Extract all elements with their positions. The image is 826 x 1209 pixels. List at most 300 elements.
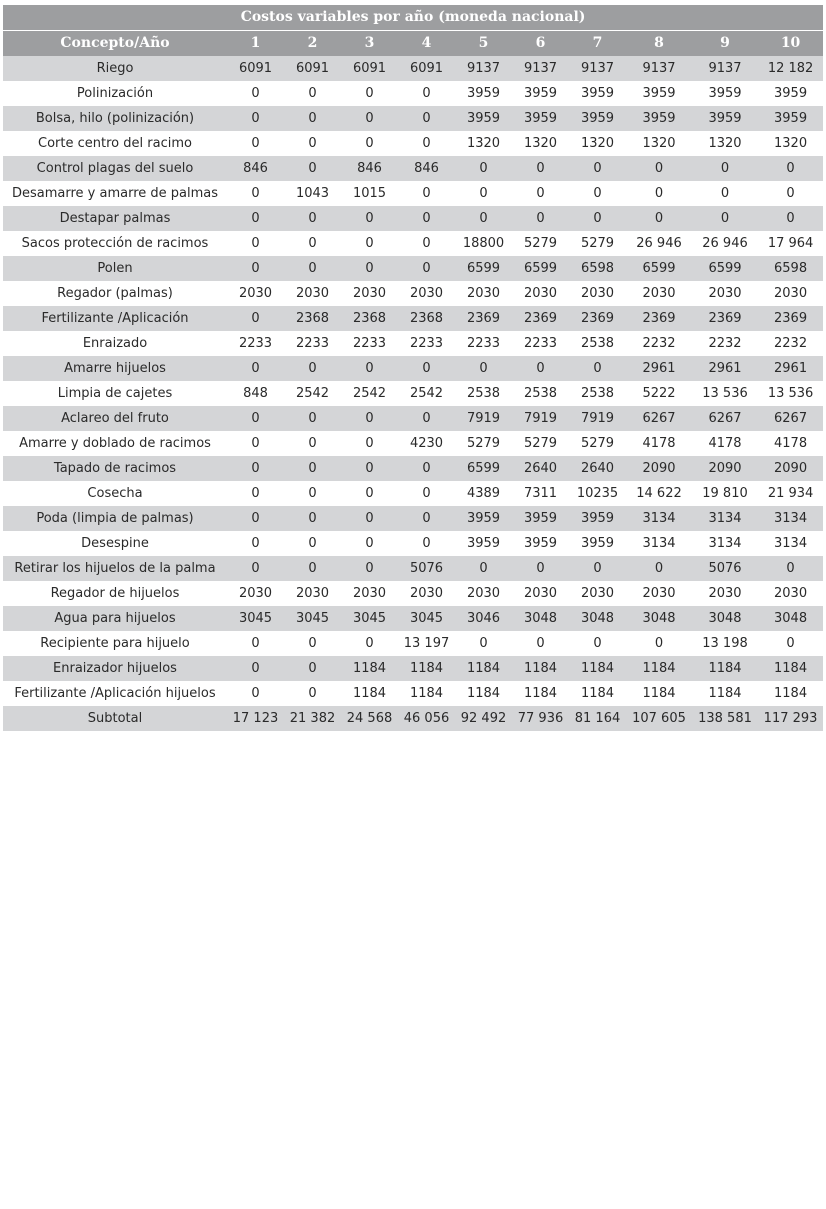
row-concept: Polinización: [3, 81, 227, 106]
cell-year-10: 2232: [758, 331, 823, 356]
cell-year-6: 5279: [512, 231, 569, 256]
cell-year-4: 0: [398, 106, 455, 131]
cell-year-8: 3134: [626, 531, 692, 556]
cell-year-8: 2961: [626, 356, 692, 381]
table-row: [3, 681, 823, 706]
cell-year-7: 0: [569, 181, 626, 206]
cell-year-9: 26 946: [692, 231, 758, 256]
cell-year-2: 6091: [284, 56, 341, 81]
cell-year-1: 0: [227, 431, 284, 456]
cell-year-6: 3959: [512, 531, 569, 556]
cell-year-7: 1184: [569, 681, 626, 706]
cell-year-2: 0: [284, 656, 341, 681]
subtotal-row: [3, 706, 823, 731]
row-concept: Subtotal: [3, 706, 227, 731]
cell-year-1: 17 123: [227, 706, 284, 731]
cell-year-3: 2233: [341, 331, 398, 356]
cell-year-1: 846: [227, 156, 284, 181]
cell-year-1: 0: [227, 356, 284, 381]
cell-year-2: 0: [284, 631, 341, 656]
cell-year-8: 0: [626, 206, 692, 231]
cell-year-1: 0: [227, 681, 284, 706]
cell-year-7: 3959: [569, 531, 626, 556]
row-concept: Amarre hijuelos: [3, 356, 227, 381]
cell-year-8: 1320: [626, 131, 692, 156]
row-concept: Polen: [3, 256, 227, 281]
row-concept: Bolsa, hilo (polinización): [3, 106, 227, 131]
table-row: [3, 231, 823, 256]
cell-year-3: 0: [341, 256, 398, 281]
cell-year-4: 0: [398, 81, 455, 106]
cell-year-10: 6598: [758, 256, 823, 281]
cell-year-9: 3959: [692, 106, 758, 131]
table-row: [3, 506, 823, 531]
cell-year-2: 0: [284, 131, 341, 156]
cell-year-5: 7919: [455, 406, 512, 431]
cell-year-10: 2369: [758, 306, 823, 331]
cell-year-5: 6599: [455, 456, 512, 481]
row-concept: Sacos protección de racimos: [3, 231, 227, 256]
cell-year-7: 9137: [569, 56, 626, 81]
cell-year-8: 3959: [626, 81, 692, 106]
table-body: [3, 56, 823, 731]
cell-year-10: 3959: [758, 81, 823, 106]
cell-year-3: 2030: [341, 281, 398, 306]
cell-year-9: 0: [692, 206, 758, 231]
cell-year-5: 0: [455, 181, 512, 206]
cell-year-1: 848: [227, 381, 284, 406]
cell-year-4: 0: [398, 231, 455, 256]
cell-year-8: 14 622: [626, 481, 692, 506]
cell-year-6: 1320: [512, 131, 569, 156]
cell-year-2: 0: [284, 431, 341, 456]
table-row: [3, 81, 823, 106]
cell-year-6: 0: [512, 206, 569, 231]
cell-year-5: 1184: [455, 656, 512, 681]
table-row: [3, 406, 823, 431]
cell-year-4: 2542: [398, 381, 455, 406]
cell-year-5: 0: [455, 206, 512, 231]
cell-year-2: 0: [284, 481, 341, 506]
cell-year-3: 0: [341, 506, 398, 531]
cell-year-10: 0: [758, 181, 823, 206]
cell-year-1: 3045: [227, 606, 284, 631]
cell-year-6: 2030: [512, 281, 569, 306]
cell-year-4: 2368: [398, 306, 455, 331]
cell-year-8: 0: [626, 556, 692, 581]
cell-year-3: 2030: [341, 581, 398, 606]
cell-year-5: 6599: [455, 256, 512, 281]
row-concept: Corte centro del racimo: [3, 131, 227, 156]
cell-year-5: 3959: [455, 106, 512, 131]
cell-year-2: 0: [284, 406, 341, 431]
table-row: [3, 156, 823, 181]
cell-year-9: 2369: [692, 306, 758, 331]
row-concept: Regador de hijuelos: [3, 581, 227, 606]
cell-year-9: 2090: [692, 456, 758, 481]
cell-year-1: 0: [227, 306, 284, 331]
page: [3, 5, 823, 731]
cell-year-4: 1184: [398, 681, 455, 706]
cell-year-10: 1184: [758, 681, 823, 706]
cell-year-7: 2030: [569, 581, 626, 606]
cell-year-1: 0: [227, 531, 284, 556]
cell-year-2: 0: [284, 156, 341, 181]
table-row: [3, 131, 823, 156]
cell-year-2: 2542: [284, 381, 341, 406]
cell-year-2: 0: [284, 456, 341, 481]
cell-year-4: 3045: [398, 606, 455, 631]
table-row: [3, 106, 823, 131]
cell-year-10: 1184: [758, 656, 823, 681]
row-concept: Fertilizante /Aplicación: [3, 306, 227, 331]
cell-year-3: 0: [341, 481, 398, 506]
cell-year-10: 17 964: [758, 231, 823, 256]
cell-year-3: 24 568: [341, 706, 398, 731]
row-concept: Amarre y doblado de racimos: [3, 431, 227, 456]
cell-year-1: 2233: [227, 331, 284, 356]
cell-year-2: 0: [284, 81, 341, 106]
cell-year-4: 13 197: [398, 631, 455, 656]
cell-year-2: 0: [284, 556, 341, 581]
cell-year-2: 0: [284, 506, 341, 531]
cell-year-7: 3048: [569, 606, 626, 631]
table-title: Costos variables por año (moneda nacional): [3, 5, 823, 31]
cell-year-6: 3959: [512, 81, 569, 106]
cell-year-9: 2961: [692, 356, 758, 381]
row-concept: Desamarre y amarre de palmas: [3, 181, 227, 206]
cell-year-4: 1184: [398, 656, 455, 681]
cell-year-9: 6267: [692, 406, 758, 431]
cell-year-1: 0: [227, 456, 284, 481]
cell-year-7: 0: [569, 631, 626, 656]
cell-year-1: 0: [227, 181, 284, 206]
cell-year-5: 92 492: [455, 706, 512, 731]
cell-year-1: 0: [227, 556, 284, 581]
table-row: [3, 531, 823, 556]
row-concept: Riego: [3, 56, 227, 81]
cell-year-2: 1043: [284, 181, 341, 206]
cell-year-10: 0: [758, 556, 823, 581]
table-row: [3, 631, 823, 656]
cell-year-4: 0: [398, 531, 455, 556]
cell-year-7: 3959: [569, 106, 626, 131]
cell-year-6: 2030: [512, 581, 569, 606]
column-header-year-1: 1: [227, 31, 284, 57]
cell-year-1: 0: [227, 231, 284, 256]
cell-year-4: 0: [398, 406, 455, 431]
cell-year-4: 0: [398, 256, 455, 281]
cell-year-7: 2640: [569, 456, 626, 481]
table-row: [3, 306, 823, 331]
cell-year-7: 1184: [569, 656, 626, 681]
cell-year-9: 13 536: [692, 381, 758, 406]
cell-year-9: 3048: [692, 606, 758, 631]
cell-year-10: 2961: [758, 356, 823, 381]
cell-year-2: 0: [284, 256, 341, 281]
cell-year-10: 6267: [758, 406, 823, 431]
cell-year-7: 6598: [569, 256, 626, 281]
cell-year-4: 46 056: [398, 706, 455, 731]
table-row: [3, 181, 823, 206]
cell-year-8: 6267: [626, 406, 692, 431]
cell-year-7: 10235: [569, 481, 626, 506]
cell-year-10: 1320: [758, 131, 823, 156]
cell-year-5: 1320: [455, 131, 512, 156]
cell-year-4: 846: [398, 156, 455, 181]
cell-year-7: 0: [569, 156, 626, 181]
cell-year-5: 3046: [455, 606, 512, 631]
cell-year-7: 7919: [569, 406, 626, 431]
cell-year-10: 2030: [758, 281, 823, 306]
cell-year-4: 0: [398, 506, 455, 531]
cell-year-4: 2030: [398, 581, 455, 606]
cell-year-3: 1184: [341, 656, 398, 681]
row-concept: Retirar los hijuelos de la palma: [3, 556, 227, 581]
cell-year-4: 0: [398, 456, 455, 481]
cell-year-6: 1184: [512, 681, 569, 706]
cell-year-5: 3959: [455, 81, 512, 106]
cell-year-4: 0: [398, 206, 455, 231]
cell-year-7: 2538: [569, 381, 626, 406]
table-row: [3, 606, 823, 631]
cell-year-3: 0: [341, 556, 398, 581]
cell-year-9: 138 581: [692, 706, 758, 731]
column-header-year-2: 2: [284, 31, 341, 57]
row-concept: Destapar palmas: [3, 206, 227, 231]
cell-year-8: 1184: [626, 656, 692, 681]
cell-year-5: 2030: [455, 581, 512, 606]
cell-year-10: 21 934: [758, 481, 823, 506]
cell-year-3: 0: [341, 631, 398, 656]
row-concept: Cosecha: [3, 481, 227, 506]
cell-year-4: 0: [398, 481, 455, 506]
cell-year-7: 3959: [569, 81, 626, 106]
cell-year-9: 2030: [692, 281, 758, 306]
column-header-year-6: 6: [512, 31, 569, 57]
cell-year-6: 7311: [512, 481, 569, 506]
cell-year-10: 4178: [758, 431, 823, 456]
cell-year-9: 3959: [692, 81, 758, 106]
cell-year-6: 5279: [512, 431, 569, 456]
cell-year-2: 3045: [284, 606, 341, 631]
cell-year-2: 2368: [284, 306, 341, 331]
cell-year-8: 2030: [626, 281, 692, 306]
column-header-year-5: 5: [455, 31, 512, 57]
cell-year-3: 846: [341, 156, 398, 181]
cell-year-1: 0: [227, 656, 284, 681]
cell-year-3: 1184: [341, 681, 398, 706]
cell-year-3: 0: [341, 206, 398, 231]
cell-year-4: 2233: [398, 331, 455, 356]
row-concept: Fertilizante /Aplicación hijuelos: [3, 681, 227, 706]
cell-year-2: 0: [284, 531, 341, 556]
column-header-year-7: 7: [569, 31, 626, 57]
column-header-year-8: 8: [626, 31, 692, 57]
cell-year-1: 2030: [227, 281, 284, 306]
cell-year-8: 3959: [626, 106, 692, 131]
cell-year-6: 77 936: [512, 706, 569, 731]
cell-year-8: 0: [626, 181, 692, 206]
cell-year-5: 4389: [455, 481, 512, 506]
cell-year-6: 0: [512, 156, 569, 181]
table-row: [3, 456, 823, 481]
cell-year-6: 0: [512, 356, 569, 381]
cell-year-7: 81 164: [569, 706, 626, 731]
cell-year-8: 2030: [626, 581, 692, 606]
cell-year-6: 0: [512, 181, 569, 206]
cell-year-4: 0: [398, 131, 455, 156]
cell-year-10: 3134: [758, 506, 823, 531]
cell-year-9: 1184: [692, 681, 758, 706]
table-row: [3, 206, 823, 231]
cell-year-10: 0: [758, 206, 823, 231]
cell-year-9: 19 810: [692, 481, 758, 506]
cell-year-9: 0: [692, 181, 758, 206]
cell-year-3: 0: [341, 406, 398, 431]
cell-year-6: 2640: [512, 456, 569, 481]
cell-year-10: 3048: [758, 606, 823, 631]
cell-year-9: 9137: [692, 56, 758, 81]
cell-year-6: 7919: [512, 406, 569, 431]
cell-year-5: 3959: [455, 531, 512, 556]
cell-year-6: 2233: [512, 331, 569, 356]
cell-year-3: 6091: [341, 56, 398, 81]
table-row: [3, 56, 823, 81]
cell-year-5: 0: [455, 156, 512, 181]
cell-year-10: 117 293: [758, 706, 823, 731]
cell-year-9: 0: [692, 156, 758, 181]
cell-year-7: 3959: [569, 506, 626, 531]
row-concept: Poda (limpia de palmas): [3, 506, 227, 531]
cell-year-5: 0: [455, 631, 512, 656]
cell-year-6: 0: [512, 631, 569, 656]
cell-year-3: 0: [341, 456, 398, 481]
cell-year-7: 5279: [569, 431, 626, 456]
cell-year-6: 9137: [512, 56, 569, 81]
variable-costs-table: [3, 5, 823, 731]
table-row: [3, 281, 823, 306]
cell-year-3: 0: [341, 81, 398, 106]
cell-year-5: 1184: [455, 681, 512, 706]
cell-year-2: 2030: [284, 581, 341, 606]
cell-year-6: 6599: [512, 256, 569, 281]
cell-year-3: 2368: [341, 306, 398, 331]
cell-year-10: 3134: [758, 531, 823, 556]
cell-year-7: 2538: [569, 331, 626, 356]
column-header-year-3: 3: [341, 31, 398, 57]
cell-year-8: 107 605: [626, 706, 692, 731]
cell-year-8: 3048: [626, 606, 692, 631]
cell-year-8: 9137: [626, 56, 692, 81]
table-row: [3, 556, 823, 581]
column-header-year-4: 4: [398, 31, 455, 57]
cell-year-8: 5222: [626, 381, 692, 406]
cell-year-2: 21 382: [284, 706, 341, 731]
cell-year-3: 0: [341, 106, 398, 131]
cell-year-9: 3134: [692, 506, 758, 531]
cell-year-8: 0: [626, 631, 692, 656]
cell-year-7: 1320: [569, 131, 626, 156]
cell-year-8: 2090: [626, 456, 692, 481]
cell-year-10: 2030: [758, 581, 823, 606]
table-row: [3, 256, 823, 281]
cell-year-5: 2233: [455, 331, 512, 356]
cell-year-1: 0: [227, 206, 284, 231]
cell-year-6: 3959: [512, 106, 569, 131]
cell-year-6: 3959: [512, 506, 569, 531]
cell-year-9: 4178: [692, 431, 758, 456]
column-header-year-9: 9: [692, 31, 758, 57]
cell-year-9: 2232: [692, 331, 758, 356]
cell-year-5: 18800: [455, 231, 512, 256]
cell-year-2: 2030: [284, 281, 341, 306]
cell-year-9: 3134: [692, 531, 758, 556]
table-title-row: [3, 5, 823, 31]
cell-year-5: 0: [455, 556, 512, 581]
cell-year-8: 26 946: [626, 231, 692, 256]
cell-year-6: 2369: [512, 306, 569, 331]
cell-year-9: 2030: [692, 581, 758, 606]
cell-year-9: 1184: [692, 656, 758, 681]
cell-year-1: 6091: [227, 56, 284, 81]
cell-year-6: 1184: [512, 656, 569, 681]
cell-year-4: 5076: [398, 556, 455, 581]
cell-year-3: 0: [341, 356, 398, 381]
cell-year-7: 5279: [569, 231, 626, 256]
column-header-concepto: Concepto/Año: [3, 31, 227, 57]
table-row: [3, 331, 823, 356]
row-concept: Desespine: [3, 531, 227, 556]
cell-year-8: 3134: [626, 506, 692, 531]
row-concept: Tapado de racimos: [3, 456, 227, 481]
cell-year-8: 6599: [626, 256, 692, 281]
cell-year-1: 0: [227, 506, 284, 531]
row-concept: Control plagas del suelo: [3, 156, 227, 181]
cell-year-10: 13 536: [758, 381, 823, 406]
cell-year-2: 0: [284, 231, 341, 256]
cell-year-10: 2090: [758, 456, 823, 481]
column-header-year-10: 10: [758, 31, 823, 57]
cell-year-9: 6599: [692, 256, 758, 281]
cell-year-5: 2538: [455, 381, 512, 406]
table-row: [3, 381, 823, 406]
cell-year-5: 2030: [455, 281, 512, 306]
cell-year-1: 0: [227, 481, 284, 506]
cell-year-10: 0: [758, 631, 823, 656]
cell-year-8: 4178: [626, 431, 692, 456]
cell-year-10: 0: [758, 156, 823, 181]
cell-year-3: 0: [341, 231, 398, 256]
table-header-row: [3, 31, 823, 57]
cell-year-6: 3048: [512, 606, 569, 631]
cell-year-4: 6091: [398, 56, 455, 81]
cell-year-1: 0: [227, 406, 284, 431]
cell-year-8: 1184: [626, 681, 692, 706]
cell-year-3: 0: [341, 131, 398, 156]
cell-year-3: 3045: [341, 606, 398, 631]
cell-year-3: 2542: [341, 381, 398, 406]
cell-year-1: 0: [227, 81, 284, 106]
cell-year-1: 0: [227, 256, 284, 281]
row-concept: Limpia de cajetes: [3, 381, 227, 406]
cell-year-5: 3959: [455, 506, 512, 531]
cell-year-5: 2369: [455, 306, 512, 331]
table-row: [3, 581, 823, 606]
table-row: [3, 356, 823, 381]
cell-year-8: 2369: [626, 306, 692, 331]
cell-year-8: 0: [626, 156, 692, 181]
